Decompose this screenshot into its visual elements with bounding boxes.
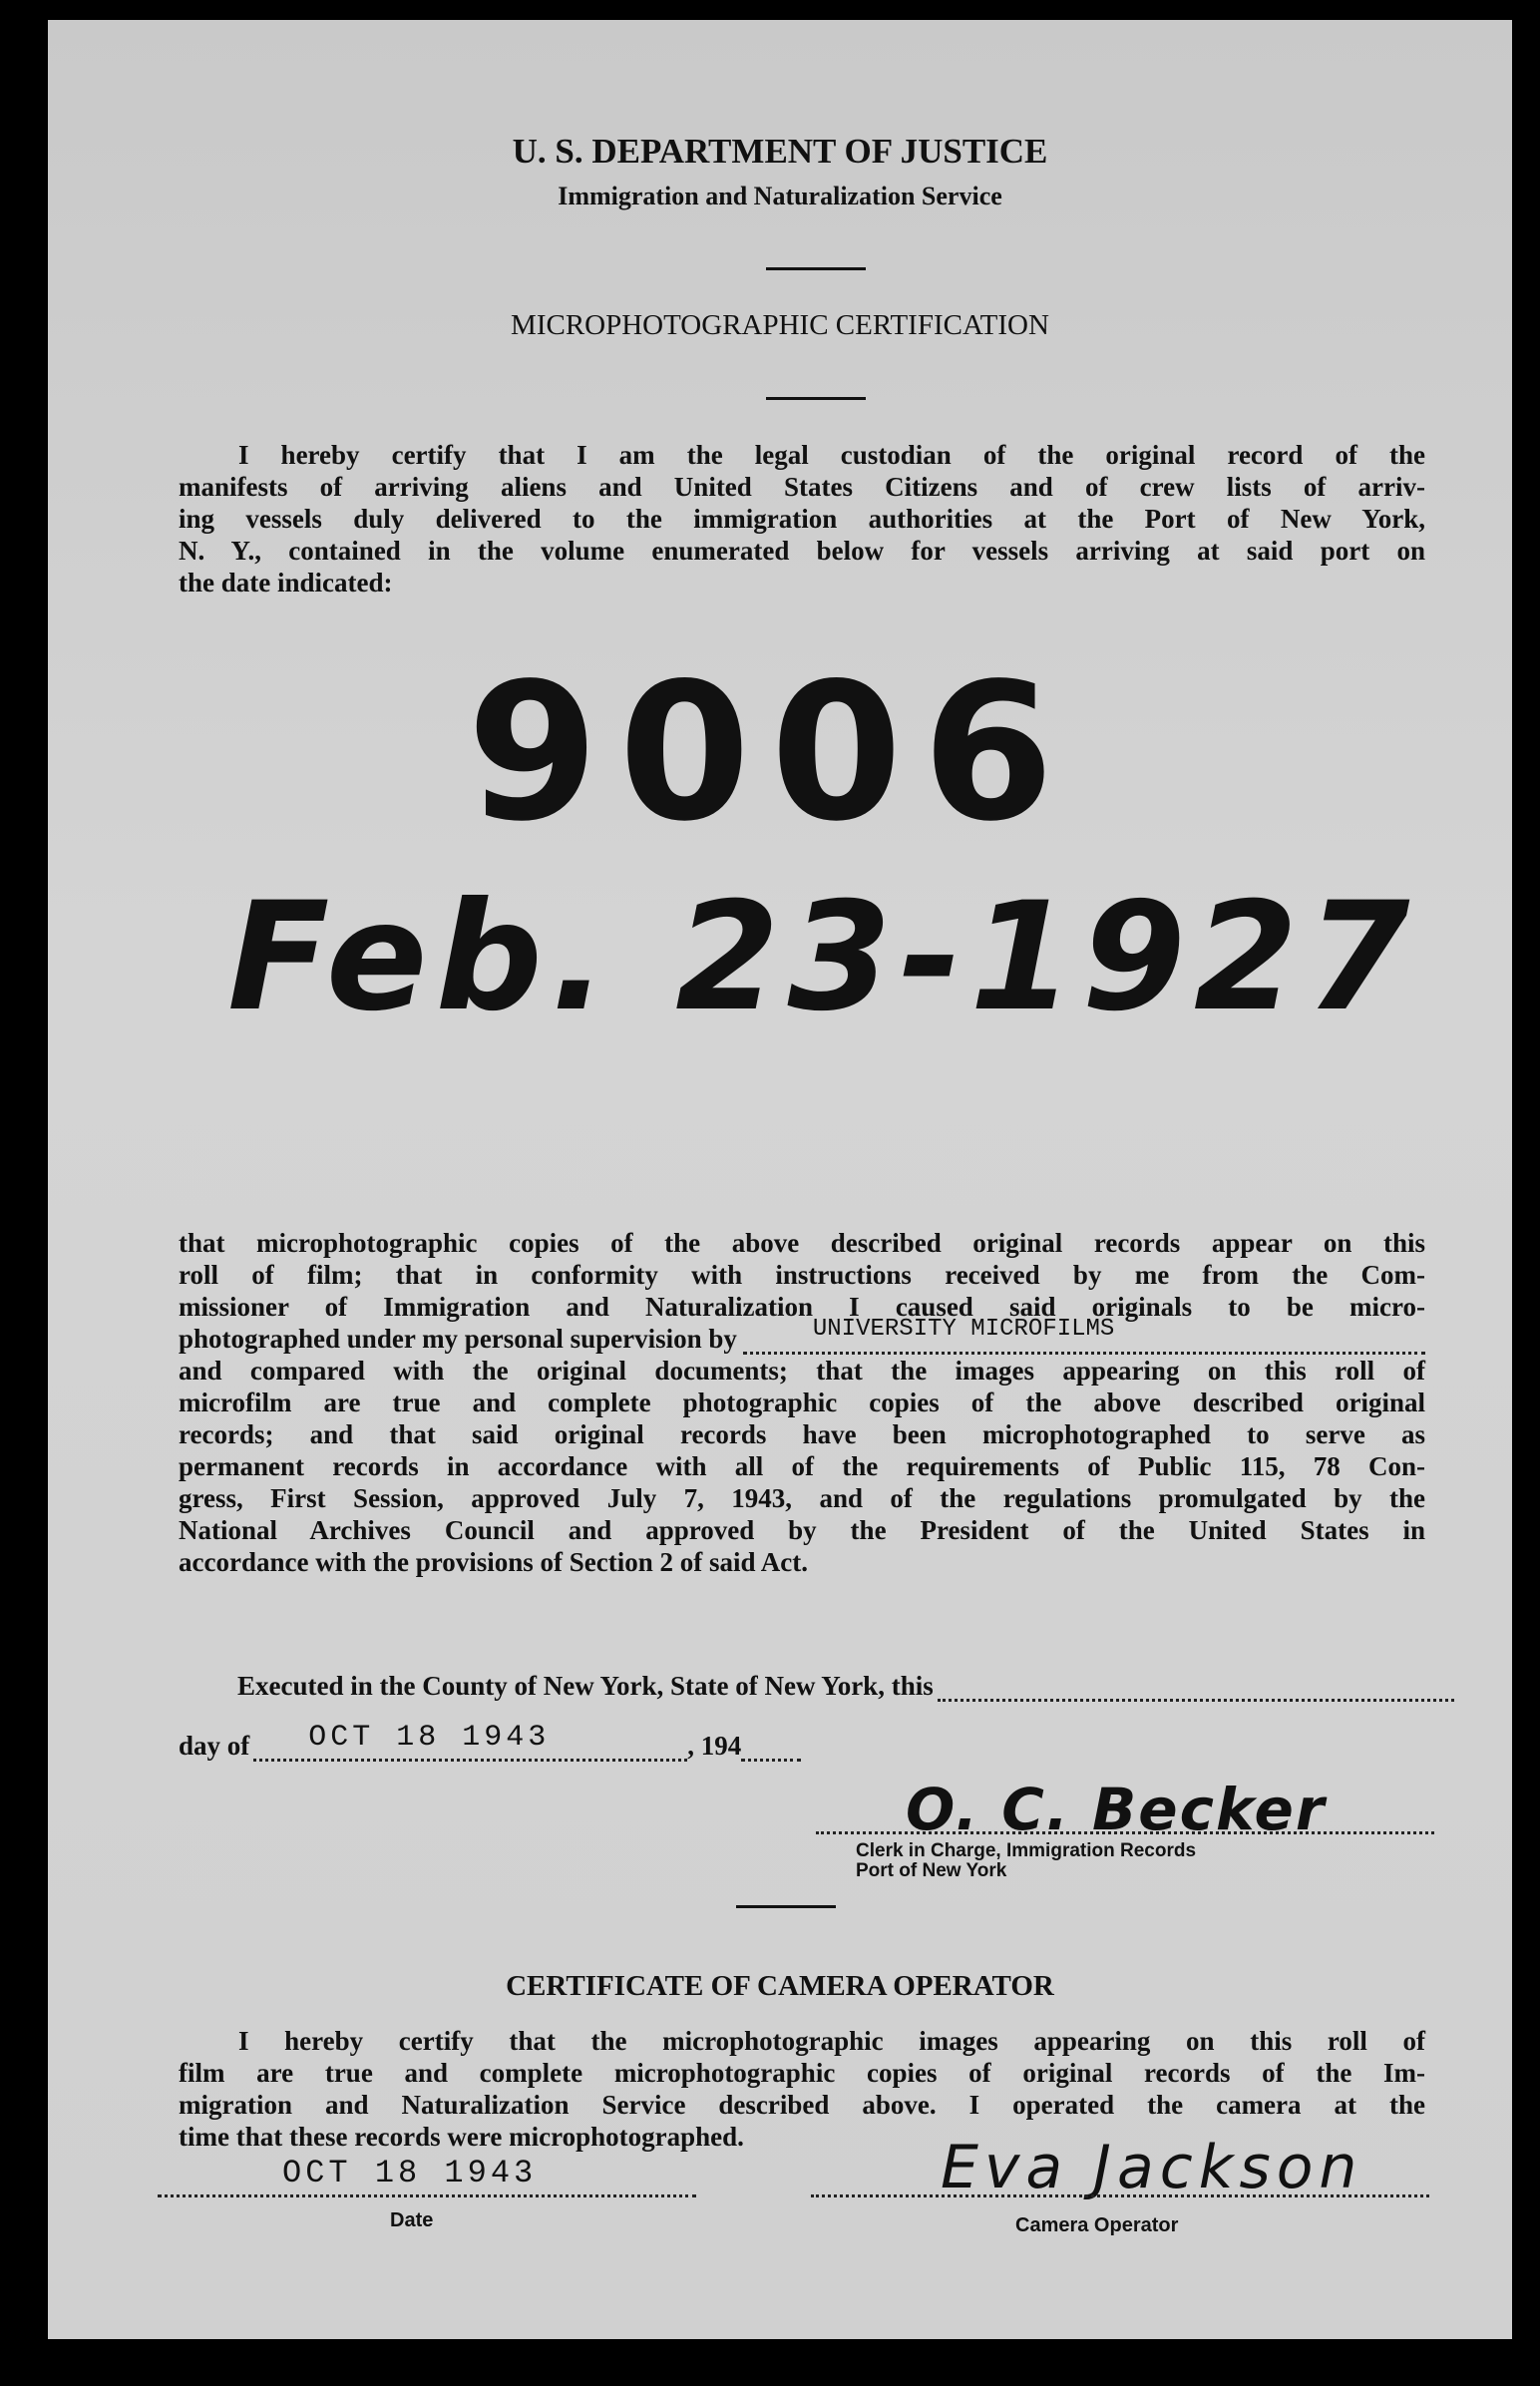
divider-top: [766, 267, 866, 270]
intro-paragraph: [179, 439, 1425, 598]
photographed-by-label: photographed under my personal supervision by: [179, 1324, 737, 1354]
divider-title: [766, 397, 866, 400]
body-line: that microphotographic copies of the above described original records appear on this: [179, 1228, 1425, 1258]
body-line: microfilm are true and complete photographic copies of the above described original: [179, 1388, 1425, 1417]
camera-line: time that these records were microphotographed.: [179, 2122, 744, 2152]
stamped-camera-date: OCT 18 1943: [282, 2155, 538, 2191]
department-heading: U. S. DEPARTMENT OF JUSTICE: [512, 132, 1048, 171]
body-line: and compared with the original documents; that the images appearing on this roll of: [179, 1356, 1425, 1386]
execution-text: Executed in the County of New York, State of New York, this: [237, 1671, 934, 1701]
intro-line: the date indicated:: [179, 568, 393, 597]
body-line: missioner of Immigration and Naturalization I caused said originals to be micro-: [179, 1292, 1425, 1322]
operator-signature-block: [811, 2133, 1429, 2202]
intro-line: N. Y., contained in the volume enumerated below for vessels arriving at said port on: [179, 536, 1425, 566]
stamped-execution-date: OCT 18 1943: [308, 1721, 551, 1755]
intro-line: manifests of arriving aliens and United States Citizens and of crew lists of arriv-: [179, 472, 1425, 502]
body-line: accordance with the provisions of Section 2 of said Act.: [179, 1547, 808, 1577]
operator-signature: Eva Jackson: [941, 2133, 1363, 2202]
execution-day-field: [938, 1679, 1454, 1702]
intro-line: I hereby certify that I am the legal custodian of the original record of the: [238, 440, 1425, 470]
year-label: , 194: [687, 1731, 742, 1761]
clerk-signature: O. C. Becker: [906, 1776, 1327, 1843]
execution-row: [237, 1671, 1454, 1702]
photographed-by-field: [743, 1316, 1425, 1355]
body-line: permanent records in accordance with all of the requirements of Public 115, 78 Con-: [179, 1451, 1425, 1481]
camera-date-label: Date: [390, 2209, 434, 2231]
camera-line: migration and Naturalization Service described above. I operated the camera at the: [179, 2090, 1425, 2120]
body-line: records; and that said original records have been microphotographed to serve as: [179, 1419, 1425, 1449]
day-of-field: [253, 1721, 687, 1762]
camera-operator-label: Camera Operator: [1015, 2214, 1179, 2236]
certification-paragraph: [179, 1227, 1425, 1578]
body-line: National Archives Council and approved by the President of the United States in: [179, 1515, 1425, 1545]
body-line: gress, First Session, approved July 7, 1943, and of the regulations promulgated by the: [179, 1483, 1425, 1513]
body-line: roll of film; that in conformity with instructions received by me from the Com-: [179, 1260, 1425, 1290]
handwritten-volume-number: 9006: [467, 642, 1074, 863]
service-subheading: Immigration and Naturalization Service: [558, 182, 1002, 210]
day-of-row: [179, 1721, 937, 1762]
year-field: [741, 1739, 801, 1762]
day-of-label: day of: [179, 1731, 250, 1761]
photographed-by-row: [179, 1316, 1425, 1355]
operator-signature-line: [811, 2194, 1429, 2197]
camera-date-field: [158, 2155, 696, 2204]
divider-camera: [736, 1905, 836, 1908]
certificate-page: [48, 20, 1512, 2339]
photographer-name: UNIVERSITY MICROFILMS: [812, 1316, 1115, 1343]
clerk-title: Clerk in Charge, Immigration Records: [856, 1840, 1197, 1861]
clerk-title-block: [856, 1841, 1196, 1881]
clerk-location: Port of New York: [856, 1860, 1007, 1881]
camera-line: film are true and complete microphotographic copies of original records of the Im-: [179, 2058, 1425, 2088]
intro-line: ing vessels duly delivered to the immigration authorities at the Port of New York,: [179, 504, 1425, 534]
clerk-signature-line: [816, 1831, 1434, 1834]
handwritten-record-date: Feb. 23-1927: [227, 871, 1418, 1044]
camera-line: I hereby certify that the microphotographic images appearing on this roll of: [238, 2026, 1425, 2056]
form-title: MICROPHOTOGRAPHIC CERTIFICATION: [511, 309, 1049, 341]
camera-date-line: [158, 2194, 696, 2197]
camera-certificate-title: CERTIFICATE OF CAMERA OPERATOR: [506, 1970, 1054, 2002]
